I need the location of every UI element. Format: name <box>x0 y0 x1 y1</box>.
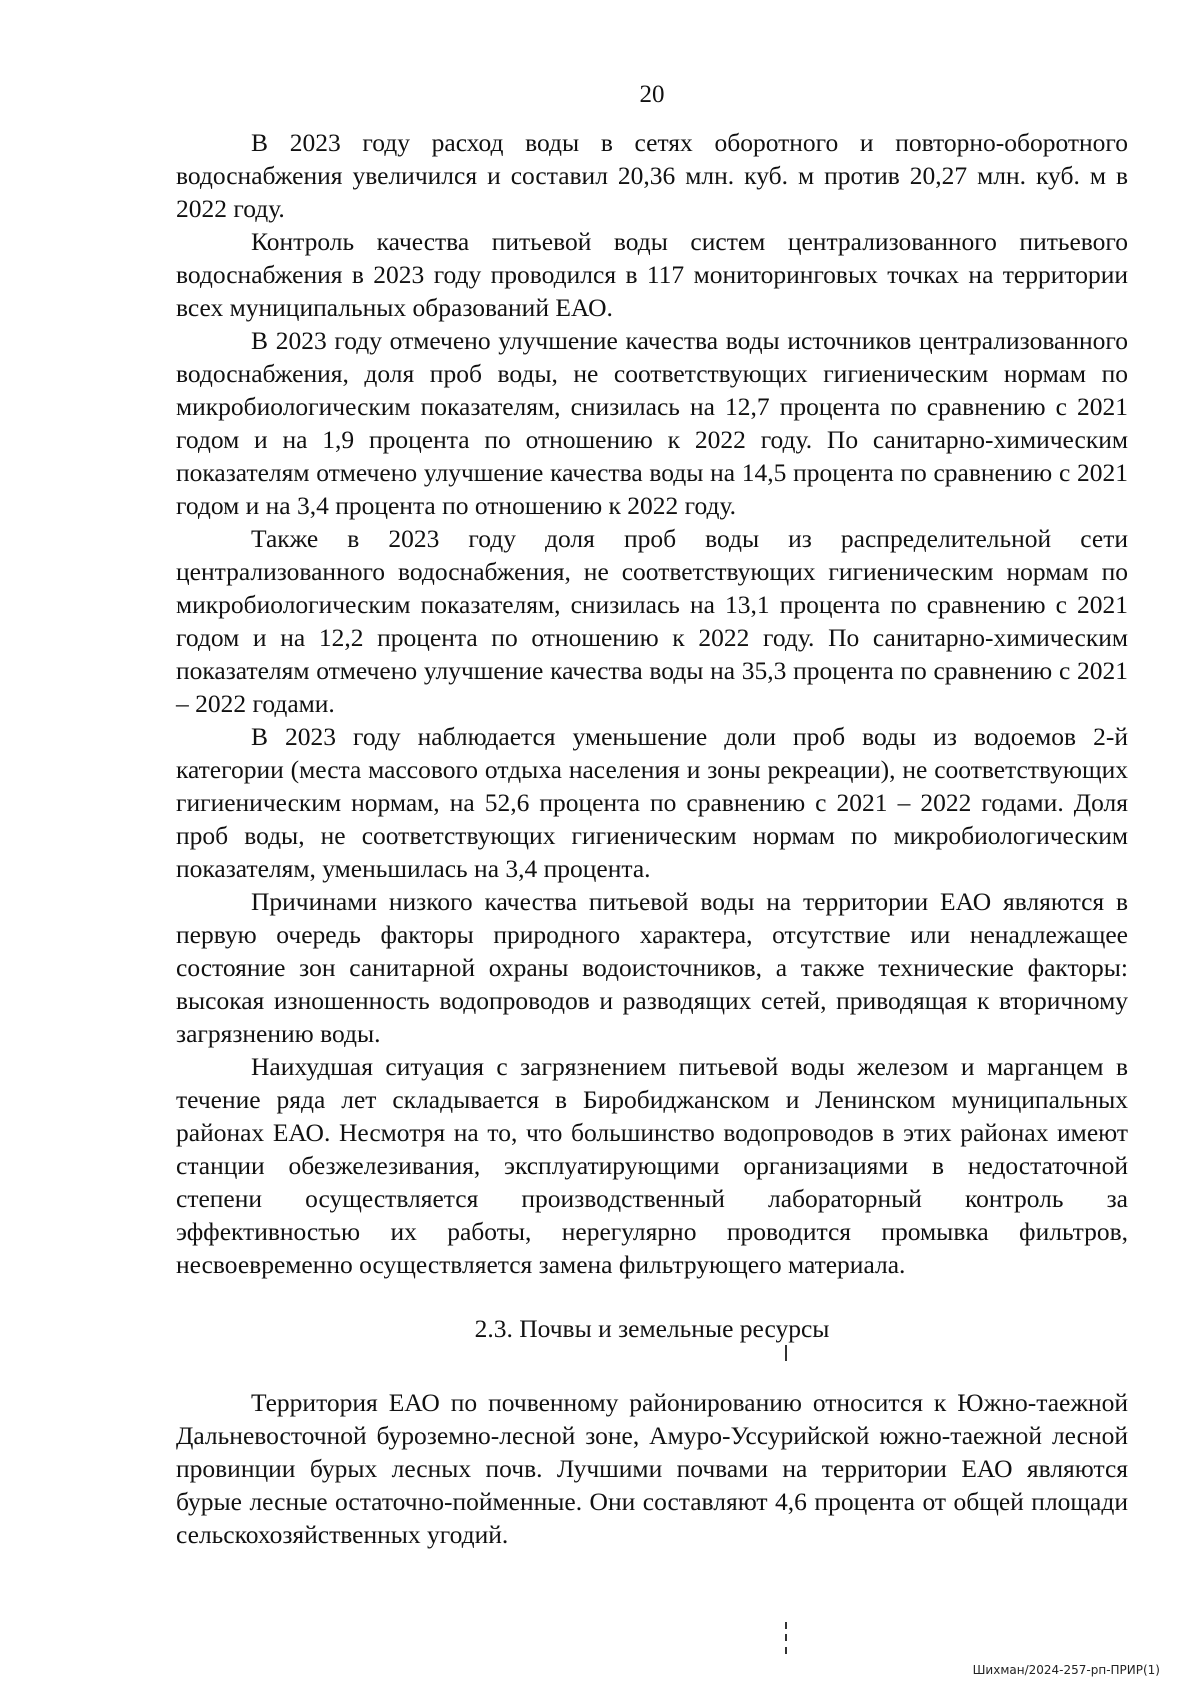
scan-mark <box>785 1634 787 1641</box>
page-number: 20 <box>639 81 665 108</box>
document-page <box>176 0 1128 1696</box>
paragraph-quality-control: Контроль качества питьевой воды систем централизованного питьевого водоснабжения в 2023 году проводился в 117 мониторинговых точках на территории всех муниципальных образований ЕАО. <box>176 227 1128 322</box>
scan-mark <box>785 1345 787 1361</box>
paragraph-soil-zoning: Территория ЕАО по почвенному районированию относится к Южно-таежной Дальневосточной буроземно-лесной зоне, Амуро-Уссурийской южно-таежной лесной провинции бурых лесных почв. Лучшими почвами на территории ЕАО являются бурые лесные остаточно-пойменные. Они составляют 4,6 процента от общей площади сельскохозяйственных угодий. <box>176 1388 1128 1549</box>
section-heading: 2.3. Почвы и земельные ресурсы <box>474 1314 830 1343</box>
scan-mark <box>785 1647 787 1654</box>
paragraph-low-quality-causes: Причинами низкого качества питьевой воды на территории ЕАО являются в первую очередь факторы природного характера, отсутствие или ненадлежащее состояние зон санитарной охраны водоисточников, а также технические факторы: высокая изношенность водопроводов и разводящих сетей, приводящая к вторичному загрязнению воды. <box>176 887 1128 1048</box>
document-code: Шихман/2024-257-рп-ПРИР(1) <box>972 1663 1160 1677</box>
paragraph-iron-manganese: Наихудшая ситуация с загрязнением питьевой воды железом и марганцем в течение ряда лет складывается в Биробиджанском и Ленинском муниципальных районах ЕАО. Несмотря на то, что большинство водопроводов в этих районах имеют станции обезжелезивания, эксплуатирующими организациями в недостаточной степени осуществляется производственный лабораторный контроль за эффективностью их работы, нерегулярно проводится промывка фильтров, несвоевременно осуществляется замена фильтрующего материала. <box>176 1052 1128 1279</box>
paragraph-recreation-water: В 2023 году наблюдается уменьшение доли проб воды из водоемов 2-й категории (места массового отдыха населения и зоны рекреации), не соответствующих гигиеническим нормам, на 52,6 процента по сравнению с 2021 – 2022 годами. Доля проб воды, не соответствующих гигиеническим нормам по микробиологическим показателям, уменьшилась на 3,4 процента. <box>176 722 1128 883</box>
paragraph-source-quality: В 2023 году отмечено улучшение качества воды источников централизованного водоснабжения, доля проб воды, не соответствующих гигиеническим нормам по микробиологическим показателям, снизилась на 12,7 процента по сравнению с 2021 годом и на 1,9 процента по отношению к 2022 году. По санитарно-химическим показателям отмечено улучшение качества воды на 14,5 процента по сравнению с 2021 годом и на 3,4 процента по отношению к 2022 году. <box>176 326 1128 520</box>
scan-mark <box>785 1622 787 1629</box>
paragraph-water-recycling: В 2023 году расход воды в сетях оборотного и повторно-оборотного водоснабжения увеличился и составил 20,36 млн. куб. м против 20,27 млн. куб. м в 2022 году. <box>176 128 1128 223</box>
paragraph-distribution-network: Также в 2023 году доля проб воды из распределительной сети централизованного водоснабжения, не соответствующих гигиеническим нормам по микробиологическим показателям, снизилась на 13,1 процента по сравнению с 2021 годом и на 12,2 процента по отношению к 2022 году. По санитарно-химическим показателям отмечено улучшение качества воды на 35,3 процента по сравнению с 2021 – 2022 годами. <box>176 524 1128 718</box>
document-body <box>176 126 1128 1551</box>
